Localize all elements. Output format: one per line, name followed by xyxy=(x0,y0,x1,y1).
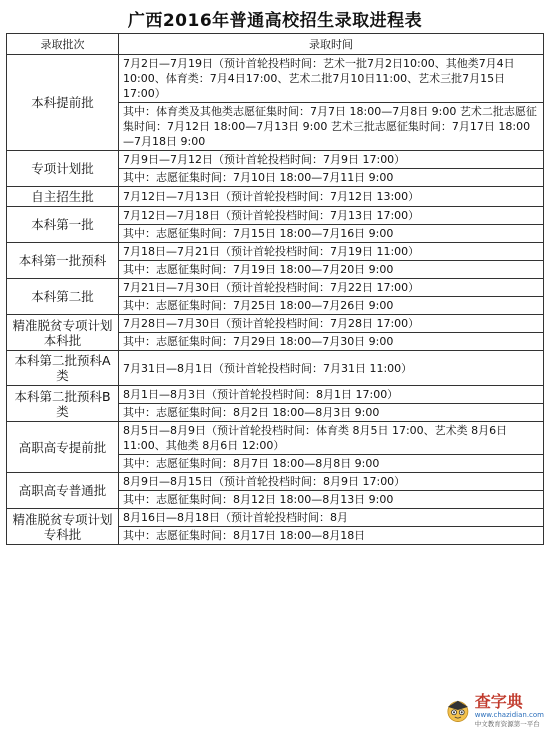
time-cell: 其中：志愿征集时间：7月15日 18:00—7月16日 9:00 xyxy=(119,225,544,243)
batch-cell: 本科第一批预科 xyxy=(7,243,119,279)
watermark-brand: 查字典 xyxy=(474,691,523,711)
table-row xyxy=(7,386,544,404)
time-cell: 7月28日—7月30日（预计首轮投档时间：7月28日 17:00） xyxy=(119,315,544,333)
time-cell: 8月1日—8月3日（预计首轮投档时间：8月1日 17:00） xyxy=(119,386,544,404)
batch-cell: 精准脱贫专项计划本科批 xyxy=(7,315,119,351)
time-cell: 其中：志愿征集时间：7月10日 18:00—7月11日 9:00 xyxy=(119,169,544,187)
watermark-slogan: 中文教育资源第一平台 xyxy=(474,719,540,728)
time-cell: 7月31日—8月1日（预计首轮投档时间：7月31日 11:00） xyxy=(119,351,544,386)
batch-cell: 精准脱贫专项计划专科批 xyxy=(7,509,119,545)
time-cell: 7月18日—7月21日（预计首轮投档时间：7月19日 11:00） xyxy=(119,243,544,261)
time-cell: 其中：志愿征集时间：7月29日 18:00—7月30日 9:00 xyxy=(119,333,544,351)
batch-cell: 高职高专普通批 xyxy=(7,473,119,509)
time-cell: 7月12日—7月18日（预计首轮投档时间：7月13日 17:00） xyxy=(119,207,544,225)
time-cell: 7月9日—7月12日（预计首轮投档时间：7月9日 17:00） xyxy=(119,151,544,169)
time-cell: 8月9日—8月15日（预计首轮投档时间：8月9日 17:00） xyxy=(119,473,544,491)
time-cell: 7月21日—7月30日（预计首轮投档时间：7月22日 17:00） xyxy=(119,279,544,297)
table-row xyxy=(7,279,544,297)
table-row xyxy=(7,55,544,103)
table-row xyxy=(7,422,544,455)
time-cell: 其中：志愿征集时间：7月19日 18:00—7月20日 9:00 xyxy=(119,261,544,279)
batch-cell: 自主招生批 xyxy=(7,187,119,207)
time-cell: 7月2日—7月19日（预计首轮投档时间：艺术一批7月2日10:00、其他类7月4日10:00、体育类：7月4日17:00、艺术二批7月10日11:00、艺术三批7月15日17:00） xyxy=(119,55,544,103)
header-batch: 录取批次 xyxy=(7,34,119,55)
batch-cell: 本科第二批预科A类 xyxy=(7,351,119,386)
time-cell: 其中：志愿征集时间：8月17日 18:00—8月18日 xyxy=(119,527,544,545)
time-cell: 其中：体育类及其他类志愿征集时间：7月7日 18:00—7月8日 9:00 艺术二批志愿征集时间：7月12日 18:00—7月13日 9:00 艺术三批志愿征集时间：7月17日 18:00—7月18日 9:00 xyxy=(119,103,544,151)
time-cell: 8月16日—8月18日（预计首轮投档时间：8月 xyxy=(119,509,544,527)
batch-cell: 本科第二批预科B类 xyxy=(7,386,119,422)
watermark-url: www.chazidian.com xyxy=(474,710,544,719)
time-cell: 其中：志愿征集时间：7月25日 18:00—7月26日 9:00 xyxy=(119,297,544,315)
time-cell: 8月5日—8月9日（预计首轮投档时间：体育类 8月5日 17:00、艺术类 8月6日 11:00、其他类 8月6日 12:00） xyxy=(119,422,544,455)
table-row xyxy=(7,351,544,386)
batch-cell: 高职高专提前批 xyxy=(7,422,119,473)
page-title: 广西2016年普通高校招生录取进程表 xyxy=(127,11,423,31)
table-row xyxy=(7,151,544,169)
time-cell: 其中：志愿征集时间：8月2日 18:00—8月3日 9:00 xyxy=(119,404,544,422)
table-row xyxy=(7,473,544,491)
table-row xyxy=(7,187,544,207)
header-time: 录取时间 xyxy=(119,34,544,55)
table-body xyxy=(7,55,544,545)
batch-cell: 专项计划批 xyxy=(7,151,119,187)
time-cell: 7月12日—7月13日（预计首轮投档时间：7月12日 13:00） xyxy=(119,187,544,207)
batch-cell: 本科第二批 xyxy=(7,279,119,315)
mascot-icon xyxy=(444,692,472,728)
table-row xyxy=(7,243,544,261)
watermark-logo xyxy=(444,688,544,732)
batch-cell: 本科第一批 xyxy=(7,207,119,243)
time-cell: 其中：志愿征集时间：8月12日 18:00—8月13日 9:00 xyxy=(119,491,544,509)
table-header-row xyxy=(7,34,544,55)
table-row xyxy=(7,207,544,225)
table-row xyxy=(7,315,544,333)
batch-cell: 本科提前批 xyxy=(7,55,119,151)
admission-schedule-table xyxy=(6,33,544,545)
time-cell: 其中：志愿征集时间：8月7日 18:00—8月8日 9:00 xyxy=(119,455,544,473)
table-row xyxy=(7,509,544,527)
